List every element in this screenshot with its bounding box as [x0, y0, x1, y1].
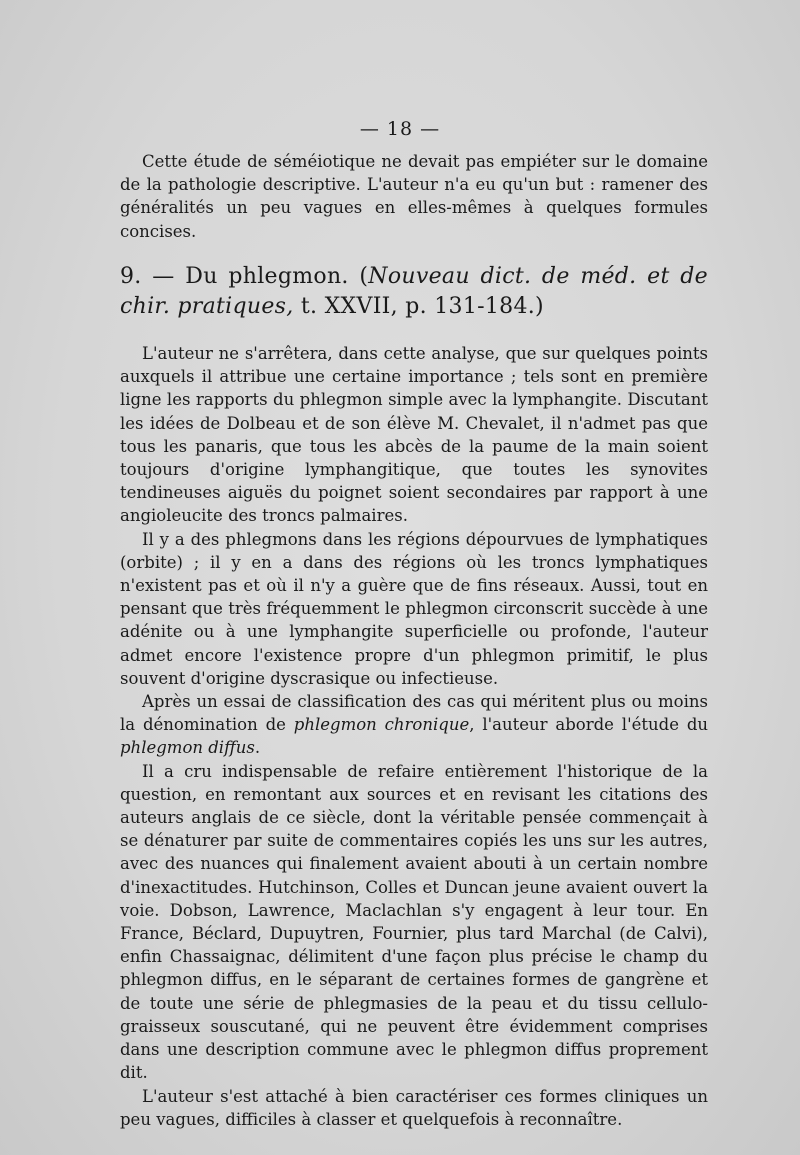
paragraph-3 — [120, 690, 708, 760]
section-source-reference: t. XXVII, p. 131-184.) — [293, 294, 544, 319]
paragraph-1: L'auteur ne s'arrêtera, dans cette analyse, que sur quelques points auxquels il attribue une certaine importance ; tels sont en première ligne les rapports du phlegmon simple avec la lymphangite. Discutant les idées de Dolbeau et de son élève M. Chevalet, il n'admet pas que tous les panaris, que tous les abcès de la paume de la main soient toujours d'origine lymphangitique, que toutes les synovites tendineuses aiguës du poignet soient secondaires par rapport à une angioleucite des troncs palmaires. — [120, 344, 708, 526]
analysis-block — [120, 342, 708, 1131]
section-number: 9. — — [120, 264, 175, 289]
paragraph-3-text-a: Après un essai de classification des cas qui méritent plus ou moins la dénomination de — [120, 692, 708, 735]
section-source-title: Nouveau dict. de méd. et de chir. pratiques, — [120, 264, 709, 319]
paragraph-3-emphasis-1: phlegmon chronique — [293, 715, 470, 735]
page-number: — 18 — — [359, 118, 441, 140]
paragraph-2: Il y a des phlegmons dans les régions dépourvues de lymphatiques (orbite) ; il y en a dans des régions où les troncs lymphatiques n'existent pas et où il n'y a guère que de fins réseaux. Aussi, tout en pensant que très fréquemment le phlegmon circonscrit succède à une adénite ou à une lymphangite superficielle ou profonde, l'auteur admet encore l'existence propre d'un phlegmon primitif, le plus souvent d'origine dyscrasique ou infectieuse. — [120, 529, 708, 688]
intro-paragraph: Cette étude de séméiotique ne devait pas empiéter sur le domaine de la pathologie descriptive. L'auteur n'a eu qu'un but : ramener des généralités un peu vagues en elles-mêmes à quelques formules concises. — [120, 152, 708, 241]
section-title: Du phlegmon. — [185, 264, 349, 289]
section-heading — [120, 262, 708, 322]
paragraph-3-text-b: , l'auteur aborde l'étude du — [469, 715, 709, 735]
paragraph-3-emphasis-2: phlegmon diffus — [120, 738, 255, 758]
paragraph-5: L'auteur s'est attaché à bien caractériser ces formes cliniques un peu vagues, difficiles à classer et quelquefois à reconnaître. — [120, 1086, 708, 1129]
paragraph-4: Il a cru indispensable de refaire entièrement l'historique de la question, en remontant aux sources et en revisant les citations des auteurs anglais de ce siècle, dont la véritable pensée commençait à se dénaturer par suite de commentaires copiés les uns sur les autres, avec des nuances qui finalement avaient abouti à un certain nombre d'inexactitudes. Hutchinson, Colles et Duncan jeune avaient ouvert la voie. Dobson, Lawrence, Maclachlan s'y engagent à leur tour. En France, Béclard, Dupuytren, Fournier, plus tard Marchal (de Calvi), enfin Chassaignac, délimitent d'une façon plus précise le champ du phlegmon diffus, en le séparant de certaines formes de gangrène et de toute une série de phlegmasies de la peau et du tissu cellulo-graisseux souscutané, qui ne peuvent être évidemment comprises dans une description commune avec le phlegmon diffus proprement dit. — [120, 761, 708, 1083]
intro-block — [120, 150, 708, 243]
paragraph-3-text-c: . — [254, 738, 261, 758]
section-source-open: ( — [359, 264, 369, 289]
